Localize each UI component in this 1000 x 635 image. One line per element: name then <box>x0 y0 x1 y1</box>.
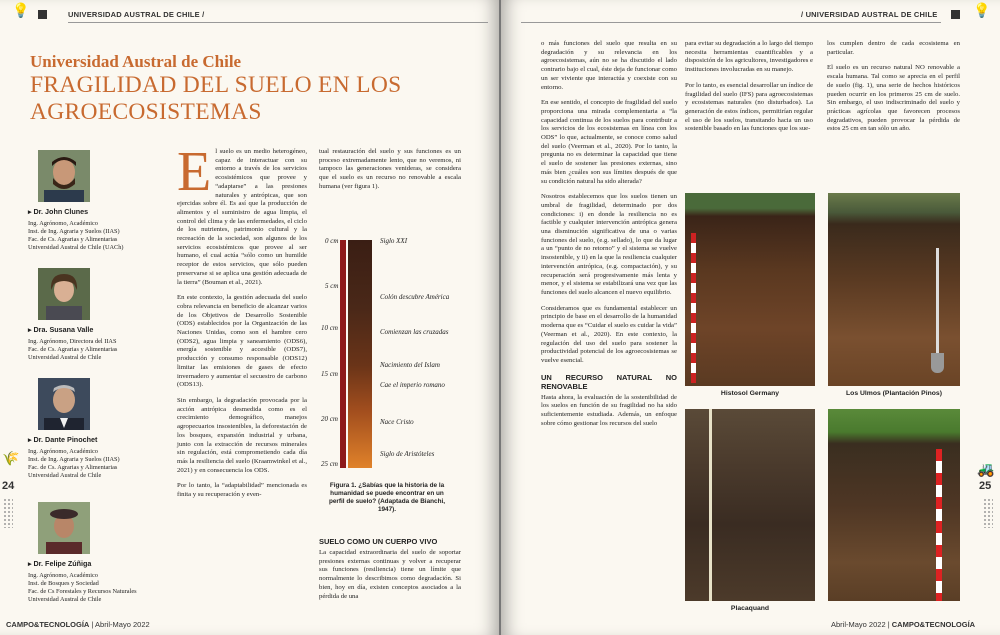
body-column-5 <box>827 40 960 141</box>
tractor-icon: 🚜 <box>977 462 995 478</box>
left-page <box>0 0 499 635</box>
history-event: Colón descubre América <box>380 293 450 301</box>
depth-label: 20 cm <box>321 415 338 423</box>
author-photo-zuniga <box>38 502 90 554</box>
body-column-3 <box>541 40 677 435</box>
paragraph: En este contexto, la gestión adecuada del suelo cobra relevancia en beneficio de alcanzar varios de los Objetivos de Desarrollo Sostenible (ODS) establecidos por la Organización de las Naciones Unidas, como son el hambre cero (ODS2), agua limpia y saneamiento (ODS6), energía sostenible y accesible (ODS7), producción y consumo responsable (ODS12) limitar las emisiones de gases de efecto invernadero y aumentar el secuestro de carbono (ODS13). <box>177 294 307 389</box>
header-square-icon <box>38 10 47 19</box>
paragraph: Por lo tanto, es esencial desarrollar un índice de fragilidad del suelo (IFS) para agroecosistemas y ecosistemas naturales (no disturbados). La generación de estos índices, permitirían regular el uso de los suelos, transitando hacia un uso sostenible basado en las funciones que los sue- <box>685 81 813 133</box>
author-name: ▸ Dr. John Clunes <box>28 208 168 217</box>
author-line: Fac. de Cs. Agrarias y Alimentarias <box>28 464 118 472</box>
author-line: Fac. de Cs Forestales y Recursos Naturales <box>28 588 137 596</box>
author-photo-valle <box>38 268 90 320</box>
section-heading: UN RECURSO NATURAL NO RENOVABLE <box>541 372 677 391</box>
measuring-rod <box>936 449 942 601</box>
history-event: Siglo XXI <box>380 237 408 245</box>
header-rule <box>68 22 488 23</box>
paragraph: los cumplen dentro de cada ecosistema en particular. <box>827 40 960 56</box>
shovel-blade <box>931 353 944 373</box>
author-line: Fac. de Cs. Agrarias y Alimentarias <box>28 236 118 244</box>
author-line: Ing. Agrónomo, Académico <box>28 572 98 580</box>
section-heading: SUELO COMO UN CUERPO VIVO <box>319 537 438 546</box>
author-photo-clunes <box>38 150 90 202</box>
depth-label: 25 cm <box>321 460 338 468</box>
depth-label: 0 cm <box>325 237 339 245</box>
photo-caption: Los Ulmos (Plantación Pinos) <box>846 390 942 397</box>
header-left-text: UNIVERSIDAD AUSTRAL DE CHILE / <box>68 10 205 19</box>
history-event: Cae el imperio romano <box>380 381 445 389</box>
paragraph: l suelo es un medio heterogéneo, capaz de interactuar con su entorno a través de los servicios ecosistémicos que provee y “adaptarse” a las presiones naturales y antrópicas, que son ejercidas sobre él. Es así que la producción de alimentos y el suministro de agua limpia, el control del clima y de las enfermedades, el ciclo de los nutrientes, patrimonio cultural y la recreación de la sociedad, son algunos de los servicios ecosistémicos que provee al ser humano, el cual actúa “sólo como un humilde receptor de estos servicios, que sólo pueden preservarse si se aplica una gestión adecuada de la tierra” (Bouman et al., 2021). <box>177 148 307 286</box>
timeline-bar <box>340 240 346 468</box>
page-number-right: 25 <box>979 480 992 492</box>
author-name: ▸ Dra. Susana Valle <box>28 326 168 335</box>
author-line: Universidad Austral de Chile <box>28 596 102 604</box>
header-square-icon <box>951 10 960 19</box>
body-column-4 <box>685 40 813 141</box>
paragraph: o más funciones del suelo que resulta en su degradación y su relevancia en los agroecosistemas, aún no se ha discutido el lado contrario bajo el cual, éste deja de funcionar como un ser viviente que interactúa y coexiste con su entorno. <box>541 40 677 91</box>
footer-magazine: CAMPO&TECNOLOGÍA <box>891 620 976 629</box>
history-event: Nace Cristo <box>380 418 414 426</box>
footer-date: Abril-Mayo 2022 <box>831 620 886 629</box>
history-event: Nacimiento del Islam <box>380 361 440 369</box>
soil-photo-grassland <box>828 409 960 601</box>
article-kicker: Universidad Austral de Chile <box>30 52 242 71</box>
paragraph: Nosotros establecemos que los suelos tienen un umbral de fragilidad, determinado por dos condiciones: i) en donde la resiliencia no es factible y cualquier intervención antrópica genera una disminución significativa de una o varias funciones del suelo, (e.g. sellado), lo que da lugar a un “punto de no retorno” y el sistema se vuelve insostenible, y ii) en la que la resiliencia cualquier intervención antrópica, (e.g. compactación), y su recuperación será progresivamente más lenta y menor, y el sistema se estabilizará una vez que las funciones del suelo alcancen el nuevo equilibrio. <box>541 193 677 296</box>
soil-profile-bar <box>348 240 372 468</box>
author-line: Universidad Austral de Chile (UACh) <box>28 244 124 252</box>
body-column-1 <box>177 141 307 507</box>
page-number-left: 24 <box>2 480 15 492</box>
paragraph: Por lo tanto, la “adaptabilidad” mencionada es finita y su recuperación y even- <box>177 482 307 499</box>
author-block <box>28 326 168 362</box>
history-event: Comienzan las cruzadas <box>380 328 449 336</box>
soil-photo-placaquand <box>685 409 815 601</box>
author-block <box>28 560 168 604</box>
dot-pattern <box>3 498 13 528</box>
author-line: Universidad Austral de Chile <box>28 354 102 362</box>
header-rule <box>521 22 941 23</box>
author-line: Fac. de Cs. Agrarias y Alimentarias <box>28 346 118 354</box>
footer-magazine: CAMPO&TECNOLOGÍA <box>6 620 90 629</box>
lightbulb-icon: 💡 <box>973 3 991 19</box>
author-line: Inst. de Bosques y Sociedad <box>28 580 99 588</box>
body-column-2 <box>319 148 461 199</box>
depth-label: 15 cm <box>321 370 338 378</box>
author-line: Inst. de Ing. Agraria y Suelos (IIAS) <box>28 228 120 236</box>
paragraph: Sin embargo, la degradación provocada por la acción antrópica desmedida como es el crecimiento demográfico, manejos agropecuarios insostenibles, la deforestación de los bosques, expansión industrial y urbana, junto con la extracción de recursos minerales sin regulación, está comprometiendo cada día más la resiliencia del suelo (Kraamwinkel et al., 2021) y en consecuencia los ODS. <box>177 396 307 474</box>
author-name: ▸ Dr. Felipe Zúñiga <box>28 560 168 569</box>
measuring-rod <box>691 233 696 383</box>
footer-right: Abril-Mayo 2022 | CAMPO&TECNOLOGÍA <box>831 620 976 629</box>
author-block <box>28 208 168 252</box>
author-line: Ing. Agrónomo, Académico <box>28 448 98 456</box>
wheat-icon: 🌾 <box>2 451 20 467</box>
paragraph: Hasta ahora, la evaluación de la sostenibilidad de los suelos en función de su fragilidad no ha sido suficientemente estudiada. Además, un enfoque sobre cómo gestionar los recursos del suelo <box>541 393 677 427</box>
lightbulb-icon: 💡 <box>12 3 30 19</box>
paragraph: Consideramos que es fundamental establecer un principio de base en el desarrollo de la humanidad moderna que es “Cuidar el suelo es cuidar la vida” (Veerman et al., 2020). En este contexto, la regulación del uso del suelo para sostener la productividad potencial de los agroecosistemas se vuelve esencial. <box>541 304 677 364</box>
footer-date: Abril-Mayo 2022 <box>95 620 150 629</box>
measuring-tape <box>709 409 712 601</box>
figure-caption: Figura 1. ¿Sabías que la historia de la humanidad se puede encontrar en un perfil de suelo? (Adaptada de Bianchi, 1947). <box>328 482 446 513</box>
paragraph: El suelo es un recurso natural NO renovable a escala humana. Tal como se aprecia en el perfil de suelo (fig. 1), una serie de hechos históricos pueden ocurrir en los primeros 25 cm de suelo. Sin embargo, el uso indiscriminado del suelo y prácticas agrícolas que favorecen procesos degradativos, pueden provocar la pérdida de estos 25 cm en tan sólo un año. <box>827 64 960 133</box>
depth-label: 5 cm <box>325 282 339 290</box>
author-line: Ing. Agrónomo, Directora del IIAS <box>28 338 117 346</box>
author-line: Universidad Austral de Chile <box>28 472 102 480</box>
paragraph: tual restauración del suelo y sus funciones es un proceso extremadamente lento, que no veremos, ni tampoco las generaciones venideras, se considera que el suelo es un recurso no renovable a escala humana (ver figura 1). <box>319 148 461 190</box>
paragraph: En ese sentido, el concepto de fragilidad del suelo proporciona una mirada complementaria a “la capacidad continua de los suelos para contribuir a los servicios de los ecosistemas en línea con los ODS” lo que, actualmente, se conoce como salud del suelo (Veerman et al., 2020). Por lo tanto, la pregunta no es determinar la capacidad que tiene el suelo de sostener las presiones externas, sino más bien ¿cuáles son sus límites después de que su condición natural ha sido alterada? <box>541 99 677 185</box>
drop-cap: E <box>177 141 212 203</box>
author-photo-pinochet <box>38 378 90 430</box>
header-right-text: / UNIVERSIDAD AUSTRAL DE CHILE <box>801 10 938 19</box>
shovel-handle <box>936 248 939 358</box>
author-name: ▸ Dr. Dante Pinochet <box>28 436 168 445</box>
footer-left: CAMPO&TECNOLOGÍA | Abril-Mayo 2022 <box>6 620 150 629</box>
dot-pattern <box>983 498 993 528</box>
author-block <box>28 436 168 480</box>
author-line: Ing. Agrónomo, Académico <box>28 220 98 228</box>
paragraph: para evitar su degradación a lo largo del tiempo necesita herramientas cuantificables y a disposición de los agricultores, investigadores e instituciones involucradas en su manejo. <box>685 40 813 74</box>
depth-label: 10 cm <box>321 324 338 332</box>
article-title: FRAGILIDAD DEL SUELO EN LOS AGROECOSISTEMAS <box>30 72 402 125</box>
photo-caption: Histosol Germany <box>720 390 780 397</box>
author-line: Inst. de Ing. Agraria y Suelos (IIAS) <box>28 456 120 464</box>
body-column-2b <box>319 535 461 608</box>
right-page <box>501 0 1000 635</box>
paragraph: La capacidad extraordinaria del suelo de soportar presiones externas continuas y volver a recuperar sus funciones (resiliencia) tiene un límite que normalmente lo describimos como degradación. Si bien, hoy en día, existen conceptos asociados a la pérdida de una <box>319 549 461 600</box>
photo-caption: Placaquand <box>730 605 770 612</box>
soil-photo-los-ulmos <box>828 193 960 386</box>
soil-photo-histosol <box>685 193 815 386</box>
history-event: Siglo de Aristóteles <box>380 450 435 458</box>
